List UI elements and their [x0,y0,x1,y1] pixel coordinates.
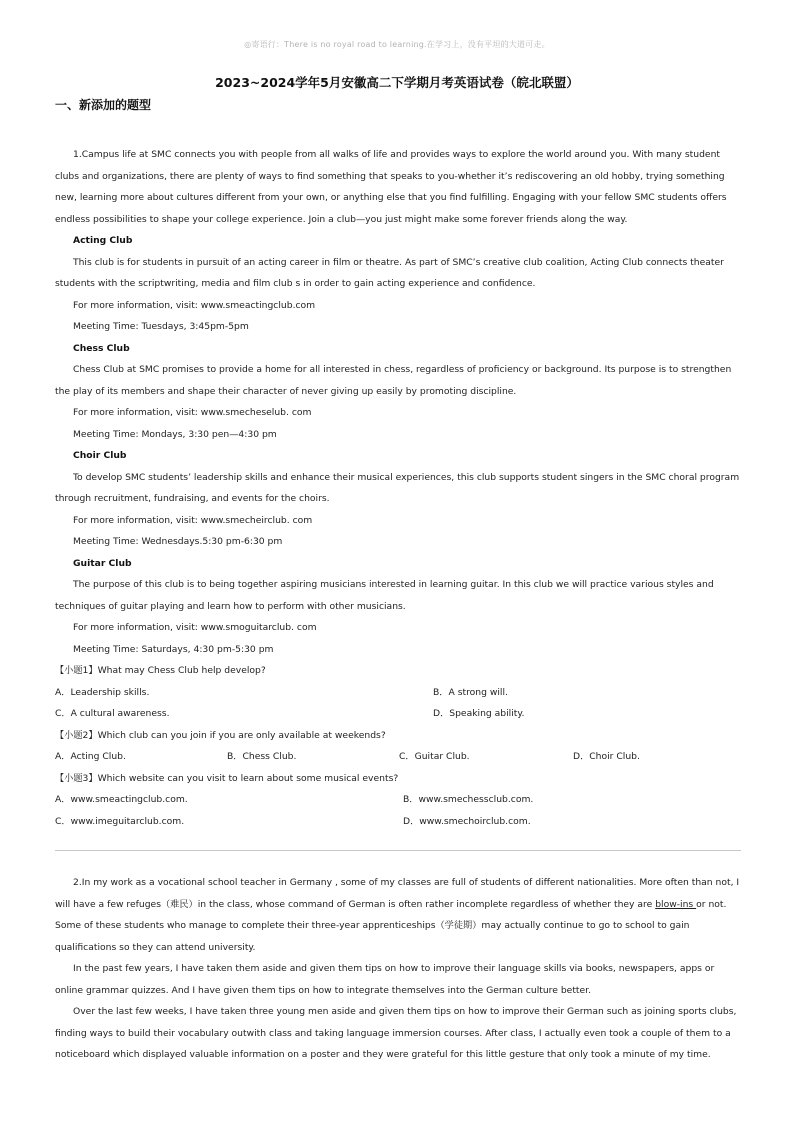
sub-question-3 [55,768,745,833]
club-meeting-time: Meeting Time: Tuesdays, 3:45pm-5pm [73,321,249,332]
club-info: For more information, visit: www.smecheselub. com [73,407,312,418]
option-a[interactable]: A．Acting Club. [55,751,126,762]
option-c[interactable]: C．A cultural awareness. [55,708,170,719]
club-description: This club is for students in pursuit of an acting career in film or theatre. As part of SMC’s creative club coalition, Acting Club connects theater students with the scriptwriting, media and film club s in order to gain acting experience and confidence. [55,256,724,289]
option-d[interactable]: D．Speaking ability. [433,708,525,719]
option-b[interactable]: B．Chess Club. [227,751,297,762]
option-c[interactable]: C．Guitar Club. [399,751,470,762]
option-a[interactable]: A．www.smeactingclub.com. [55,794,188,805]
option-b[interactable]: B．www.smechessclub.com. [403,794,534,805]
club-guitar [55,553,745,661]
q2-paragraph-3: Over the last few weeks, I have taken three young men aside and given them tips on how to improve their German such as joining sports clubs, finding ways to build their vocabulary outwith class and taking language immersion courses. After class, I actually even took a couple of them to a noticeboard which displayed valuable information on a poster and they were grateful for this little gesture that only took a minute of my time. [55,1006,737,1060]
option-d[interactable]: D．Choir Club. [573,751,640,762]
club-description: To develop SMC students’ leadership skills and enhance their musical experiences, this club supports student singers in the SMC choral program through recruitment, fundraising, and events for the choirs. [55,471,740,504]
q2-p1-after: or not. Some of these students who manage to complete their three-year apprenticeships（学徒期）may actually continue to go to school to gain qualifications so they can attend university. [55,898,727,953]
option-a[interactable]: A．Leadership skills. [55,686,150,698]
club-chess [55,338,745,446]
sub-question-stem: 【小题3】Which website can you visit to learn about some musical events? [55,772,399,784]
club-meeting-time: Meeting Time: Wednesdays.5:30 pm-6:30 pm [73,536,283,547]
club-acting [55,230,745,338]
sub-question-1 [55,660,745,725]
option-b[interactable]: B．A strong will. [433,686,508,698]
club-name: Chess Club [73,342,130,354]
section-heading: 一、新添加的题型 [55,98,152,112]
options-row [55,789,745,811]
underlined-phrase: blow-ins [655,898,697,910]
club-name: Choir Club [73,450,127,461]
sub-question-stem: 【小题2】Which club can you join if you are only available at weekends? [55,729,386,741]
club-info: For more information, visit: www.smoguitarclub. com [73,622,317,633]
club-description: Chess Club at SMC promises to provide a home for all interested in chess, regardless of proficiency or background. Its purpose is to strengthen the play of its members and shape their character of never giving up easily by promoting discipline. [55,364,732,397]
club-name: Guitar Club [73,557,132,569]
sub-question-2 [55,725,745,768]
options-row [55,703,745,725]
options-row [55,811,745,833]
option-c[interactable]: C．www.imeguitarclub.com. [55,815,185,827]
q2-paragraph-2: In the past few years, I have taken them aside and given them tips on how to improve their language skills via books, newspapers, apps or online grammar quizzes. And I have given them tips on how to integrate themselves into the German culture better. [55,963,715,996]
club-meeting-time: Meeting Time: Mondays, 3:30 pen—4:30 pm [73,428,277,440]
watermark: ◎寄语行：There is no royal road to learning.在学习上，没有平坦的大道可走。 [244,40,550,49]
page-title: 2023~2024学年5月安徽高二下学期月考英语试卷（皖北联盟） [215,75,579,90]
options-row [55,746,745,768]
club-description: The purpose of this club is to being together aspiring musicians interested in learning guitar. In this club we will practice various styles and techniques of guitar playing and learn how to perform with other musicians. [55,579,714,612]
q1-intro: 1.Campus life at SMC connects you with people from all walks of life and provides ways to explore the world around you. With many student clubs and organizations, there are plenty of ways to find something that speaks to you-whether it’s rediscovering an old hobby, trying something new, learning more about cultures different from your own, or anything else that you find fulfilling. Engaging with your fellow SMC students offers endless possibilities to shape your college experience. Join a club—you just might make some forever friends along the way. [55,149,727,225]
q2-p1-before: 2.In my work as a vocational school teacher in Germany , some of my classes are full of students of different nationalities. More often than not, I will have a few refuges（难民）in the class, whose command of German is often rather incomplete regardless of whether they are [55,877,740,910]
sub-question-stem: 【小题1】What may Chess Club help develop? [55,665,266,676]
q2-paragraph-1 [55,872,745,958]
question-divider [55,850,741,851]
club-choir [55,445,745,553]
option-d[interactable]: D．www.smechoirclub.com. [403,815,531,827]
club-info: For more information, visit: www.smeactingclub.com [73,299,316,311]
question-2 [55,872,745,1066]
club-name: Acting Club [73,235,133,246]
question-1 [55,144,745,832]
options-row [55,682,745,704]
club-info: For more information, visit: www.smecheirclub. com [73,514,313,526]
club-meeting-time: Meeting Time: Saturdays, 4:30 pm-5:30 pm [73,643,274,655]
